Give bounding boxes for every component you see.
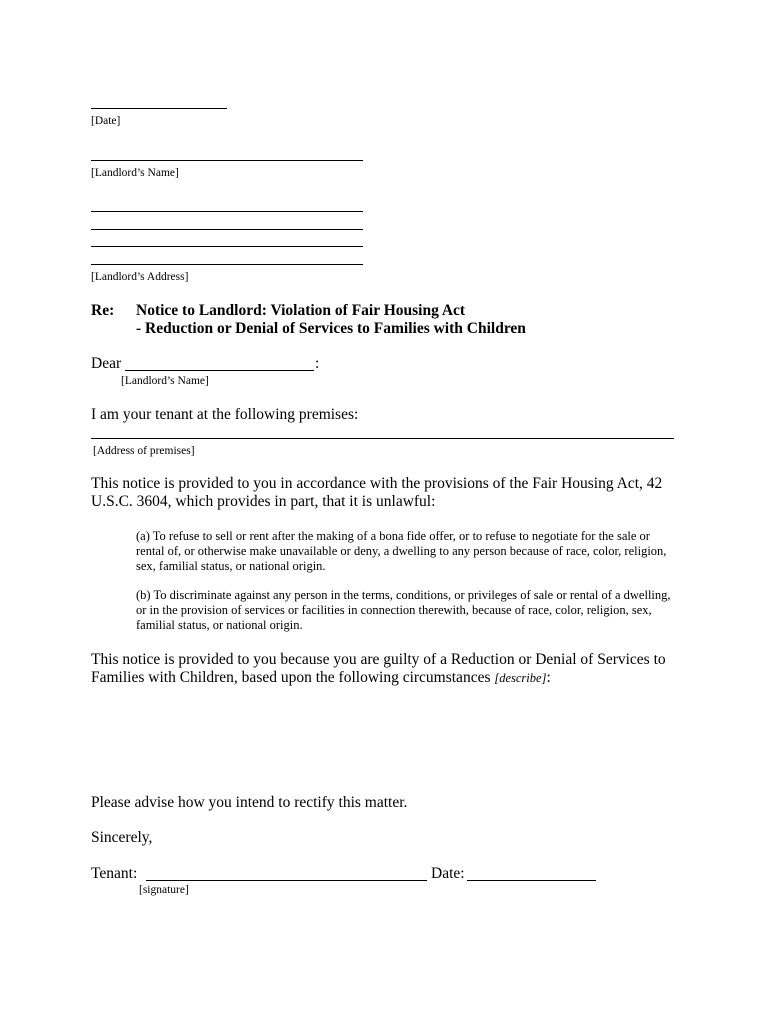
re-prefix: Re: [91,302,115,319]
landlord-name-blank-line[interactable] [91,160,363,161]
dear-salutation: Dear [91,355,122,372]
notice-paragraph-line-1: This notice is provided to you in accordance with the provisions of the Fair Housing Act, 42 [91,475,663,492]
guilty-paragraph-line-2 [91,668,551,688]
date-label: [Date] [91,115,121,127]
tenant-intro-text: I am your tenant at the following premises: [91,406,359,423]
notice-paragraph-line-2: U.S.C. 3604, which provides in part, that it is unlawful: [91,493,436,510]
landlord-address-line-4[interactable] [91,264,363,265]
landlord-name-label: [Landlord’s Name] [91,167,179,179]
closing-text: Sincerely, [91,829,153,846]
re-subject-line-2: - Reduction or Denial of Services to Families with Children [136,320,526,337]
landlord-address-line-3[interactable] [91,246,363,247]
dear-colon: : [315,355,320,372]
landlord-address-label: [Landlord’s Address] [91,271,189,283]
tenant-signature-blank-line[interactable] [146,880,427,881]
describe-placeholder: [describe] [494,671,547,685]
guilty-paragraph-line-1: This notice is provided to you because you are guilty of a Reduction or Denial of Services to [91,651,666,668]
quote-b-line-3: familial status, or national origin. [136,618,303,632]
dear-landlord-name-label: [Landlord’s Name] [121,375,209,387]
guilty-line-2-text: Families with Children, based upon the following circumstances [91,669,495,686]
dear-name-blank-line[interactable] [125,370,314,371]
quote-b-line-2: or in the provision of services or facilities in connection therewith, because of race, color, religion, sex, [136,603,652,617]
signature-date-label: Date: [431,865,465,882]
signature-date-blank-line[interactable] [467,880,596,881]
landlord-address-line-1[interactable] [91,211,363,212]
quote-a-line-1: (a) To refuse to sell or rent after the making of a bona fide offer, or to refuse to negotiate for the sale or [136,529,650,543]
quote-b-line-1: (b) To discriminate against any person in the terms, conditions, or privileges of sale or rental of a dwelling, [136,588,671,602]
quote-a-line-2: rental of, or otherwise make unavailable or deny, a dwelling to any person because of race, color, religion, [136,544,667,558]
re-subject-line-1: Notice to Landlord: Violation of Fair Housing Act [136,302,466,319]
premises-address-blank-line[interactable] [91,438,674,439]
guilty-line-2-colon: : [546,669,551,686]
quote-a-line-3: sex, familial status, or national origin. [136,559,326,573]
landlord-address-line-2[interactable] [91,229,363,230]
date-blank-line[interactable] [91,108,227,109]
advise-text: Please advise how you intend to rectify this matter. [91,794,408,811]
premises-address-label: [Address of premises] [93,445,195,457]
tenant-label: Tenant: [91,865,138,882]
signature-label: [signature] [139,884,189,896]
